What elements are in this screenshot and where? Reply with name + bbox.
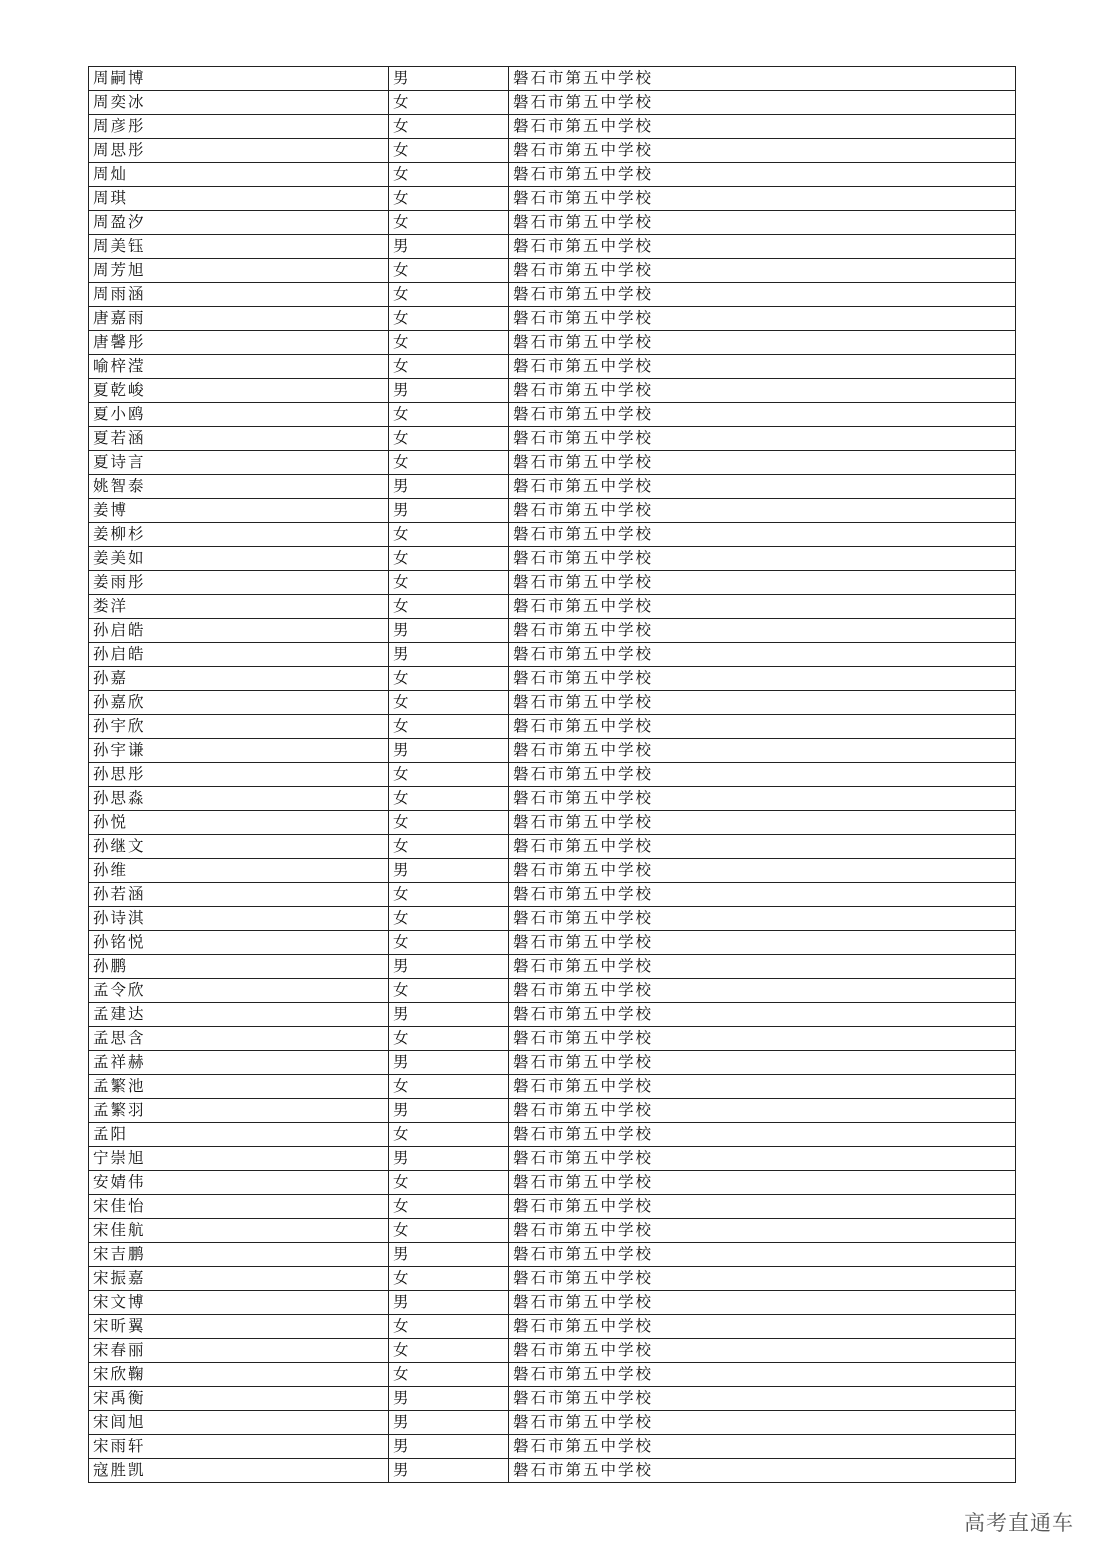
table-row [89,523,1016,547]
student-name-cell: 周雨涵 [89,283,389,307]
student-name-cell: 宋吉鹏 [89,1243,389,1267]
gender-cell: 女 [389,211,509,235]
school-cell: 磐石市第五中学校 [509,91,1016,115]
student-name-cell: 周琪 [89,187,389,211]
gender-cell: 女 [389,595,509,619]
school-cell: 磐石市第五中学校 [509,115,1016,139]
school-cell: 磐石市第五中学校 [509,1075,1016,1099]
student-name-cell: 姜博 [89,499,389,523]
school-cell: 磐石市第五中学校 [509,571,1016,595]
table-row [89,67,1016,91]
gender-cell: 女 [389,787,509,811]
school-cell: 磐石市第五中学校 [509,1171,1016,1195]
gender-cell: 女 [389,811,509,835]
student-name-cell: 周灿 [89,163,389,187]
gender-cell: 女 [389,115,509,139]
school-cell: 磐石市第五中学校 [509,619,1016,643]
school-cell: 磐石市第五中学校 [509,907,1016,931]
gender-cell: 女 [389,1339,509,1363]
student-name-cell: 姜雨彤 [89,571,389,595]
school-cell: 磐石市第五中学校 [509,235,1016,259]
school-cell: 磐石市第五中学校 [509,859,1016,883]
student-name-cell: 姜柳杉 [89,523,389,547]
gender-cell: 男 [389,475,509,499]
student-name-cell: 孟繁池 [89,1075,389,1099]
table-row [89,187,1016,211]
student-name-cell: 孙维 [89,859,389,883]
student-roster-table [88,66,1016,1483]
student-name-cell: 夏诗言 [89,451,389,475]
gender-cell: 女 [389,187,509,211]
school-cell: 磐石市第五中学校 [509,331,1016,355]
gender-cell: 女 [389,835,509,859]
student-name-cell: 孟建达 [89,1003,389,1027]
student-name-cell: 孙鹏 [89,955,389,979]
roster-body [89,67,1016,1483]
student-name-cell: 姜美如 [89,547,389,571]
table-row [89,1315,1016,1339]
gender-cell: 男 [389,1387,509,1411]
table-row [89,787,1016,811]
gender-cell: 女 [389,979,509,1003]
gender-cell: 女 [389,451,509,475]
school-cell: 磐石市第五中学校 [509,667,1016,691]
gender-cell: 女 [389,403,509,427]
gender-cell: 女 [389,427,509,451]
gender-cell: 女 [389,763,509,787]
student-name-cell: 宋闾旭 [89,1411,389,1435]
school-cell: 磐石市第五中学校 [509,835,1016,859]
table-row [89,595,1016,619]
table-row [89,403,1016,427]
gender-cell: 女 [389,307,509,331]
gender-cell: 男 [389,643,509,667]
gender-cell: 男 [389,619,509,643]
gender-cell: 男 [389,1291,509,1315]
gender-cell: 男 [389,1459,509,1483]
student-name-cell: 孙启皓 [89,643,389,667]
student-name-cell: 孟阳 [89,1123,389,1147]
school-cell: 磐石市第五中学校 [509,259,1016,283]
student-name-cell: 孙继文 [89,835,389,859]
student-name-cell: 孙嘉欣 [89,691,389,715]
table-row [89,1147,1016,1171]
school-cell: 磐石市第五中学校 [509,1147,1016,1171]
school-cell: 磐石市第五中学校 [509,355,1016,379]
school-cell: 磐石市第五中学校 [509,763,1016,787]
school-cell: 磐石市第五中学校 [509,979,1016,1003]
student-name-cell: 宋春丽 [89,1339,389,1363]
school-cell: 磐石市第五中学校 [509,283,1016,307]
table-row [89,691,1016,715]
student-name-cell: 安婧伟 [89,1171,389,1195]
gender-cell: 男 [389,1147,509,1171]
gender-cell: 女 [389,715,509,739]
school-cell: 磐石市第五中学校 [509,1027,1016,1051]
table-row [89,235,1016,259]
school-cell: 磐石市第五中学校 [509,163,1016,187]
student-name-cell: 宋文博 [89,1291,389,1315]
table-row [89,1291,1016,1315]
student-name-cell: 唐馨彤 [89,331,389,355]
school-cell: 磐石市第五中学校 [509,1339,1016,1363]
school-cell: 磐石市第五中学校 [509,1099,1016,1123]
gender-cell: 女 [389,1267,509,1291]
student-name-cell: 周芳旭 [89,259,389,283]
gender-cell: 女 [389,1123,509,1147]
table-row [89,1003,1016,1027]
table-row [89,835,1016,859]
table-row [89,1267,1016,1291]
table-row [89,979,1016,1003]
gender-cell: 女 [389,691,509,715]
gender-cell: 女 [389,907,509,931]
gender-cell: 女 [389,1363,509,1387]
table-row [89,1051,1016,1075]
student-name-cell: 周美钰 [89,235,389,259]
student-name-cell: 孙诗淇 [89,907,389,931]
table-row [89,763,1016,787]
gender-cell: 女 [389,1075,509,1099]
school-cell: 磐石市第五中学校 [509,595,1016,619]
gender-cell: 女 [389,1027,509,1051]
school-cell: 磐石市第五中学校 [509,475,1016,499]
table-row [89,619,1016,643]
student-name-cell: 姚智泰 [89,475,389,499]
student-name-cell: 周嗣博 [89,67,389,91]
gender-cell: 女 [389,1195,509,1219]
school-cell: 磐石市第五中学校 [509,1267,1016,1291]
school-cell: 磐石市第五中学校 [509,1195,1016,1219]
school-cell: 磐石市第五中学校 [509,1291,1016,1315]
school-cell: 磐石市第五中学校 [509,1363,1016,1387]
gender-cell: 男 [389,499,509,523]
school-cell: 磐石市第五中学校 [509,955,1016,979]
table-row [89,139,1016,163]
gender-cell: 男 [389,1099,509,1123]
school-cell: 磐石市第五中学校 [509,1411,1016,1435]
student-name-cell: 寇胜凯 [89,1459,389,1483]
student-name-cell: 孟令欣 [89,979,389,1003]
gender-cell: 男 [389,1243,509,1267]
gender-cell: 女 [389,163,509,187]
gender-cell: 女 [389,571,509,595]
gender-cell: 女 [389,91,509,115]
gender-cell: 男 [389,739,509,763]
school-cell: 磐石市第五中学校 [509,643,1016,667]
school-cell: 磐石市第五中学校 [509,1051,1016,1075]
gender-cell: 女 [389,355,509,379]
school-cell: 磐石市第五中学校 [509,403,1016,427]
table-row [89,163,1016,187]
school-cell: 磐石市第五中学校 [509,139,1016,163]
gender-cell: 男 [389,955,509,979]
table-row [89,1387,1016,1411]
gender-cell: 男 [389,1003,509,1027]
school-cell: 磐石市第五中学校 [509,523,1016,547]
student-name-cell: 喻梓滢 [89,355,389,379]
table-row [89,211,1016,235]
table-row [89,283,1016,307]
table-row [89,379,1016,403]
school-cell: 磐石市第五中学校 [509,307,1016,331]
student-name-cell: 孟繁羽 [89,1099,389,1123]
gender-cell: 男 [389,235,509,259]
table-row [89,883,1016,907]
table-row [89,427,1016,451]
school-cell: 磐石市第五中学校 [509,931,1016,955]
gender-cell: 女 [389,547,509,571]
gender-cell: 女 [389,667,509,691]
gender-cell: 女 [389,139,509,163]
student-name-cell: 宋佳怡 [89,1195,389,1219]
school-cell: 磐石市第五中学校 [509,1003,1016,1027]
school-cell: 磐石市第五中学校 [509,451,1016,475]
table-row [89,307,1016,331]
student-name-cell: 宋昕翼 [89,1315,389,1339]
table-row [89,1219,1016,1243]
school-cell: 磐石市第五中学校 [509,547,1016,571]
school-cell: 磐石市第五中学校 [509,211,1016,235]
table-row [89,907,1016,931]
student-name-cell: 夏乾峻 [89,379,389,403]
student-name-cell: 夏小鸥 [89,403,389,427]
school-cell: 磐石市第五中学校 [509,1387,1016,1411]
student-name-cell: 孙启皓 [89,619,389,643]
student-name-cell: 夏若涵 [89,427,389,451]
table-row [89,1123,1016,1147]
table-row [89,931,1016,955]
gender-cell: 男 [389,1411,509,1435]
table-row [89,451,1016,475]
table-row [89,115,1016,139]
school-cell: 磐石市第五中学校 [509,499,1016,523]
student-name-cell: 宋禹衡 [89,1387,389,1411]
table-row [89,1171,1016,1195]
student-name-cell: 周盈汐 [89,211,389,235]
student-name-cell: 周奕冰 [89,91,389,115]
table-row [89,1099,1016,1123]
table-row [89,1339,1016,1363]
table-row [89,1075,1016,1099]
student-name-cell: 宁崇旭 [89,1147,389,1171]
student-name-cell: 宋振嘉 [89,1267,389,1291]
table-row [89,1195,1016,1219]
table-row [89,1243,1016,1267]
school-cell: 磐石市第五中学校 [509,883,1016,907]
table-row [89,1363,1016,1387]
table-row [89,739,1016,763]
school-cell: 磐石市第五中学校 [509,787,1016,811]
student-name-cell: 孙宇欣 [89,715,389,739]
student-name-cell: 孙铭悦 [89,931,389,955]
table-row [89,571,1016,595]
student-name-cell: 周思彤 [89,139,389,163]
gender-cell: 男 [389,1051,509,1075]
school-cell: 磐石市第五中学校 [509,811,1016,835]
student-name-cell: 孙思彤 [89,763,389,787]
gender-cell: 女 [389,1315,509,1339]
school-cell: 磐石市第五中学校 [509,187,1016,211]
school-cell: 磐石市第五中学校 [509,67,1016,91]
student-name-cell: 孙嘉 [89,667,389,691]
school-cell: 磐石市第五中学校 [509,715,1016,739]
school-cell: 磐石市第五中学校 [509,1459,1016,1483]
student-name-cell: 宋欣鞠 [89,1363,389,1387]
table-row [89,1411,1016,1435]
school-cell: 磐石市第五中学校 [509,1243,1016,1267]
table-row [89,859,1016,883]
gender-cell: 女 [389,883,509,907]
gender-cell: 男 [389,1435,509,1459]
school-cell: 磐石市第五中学校 [509,1123,1016,1147]
table-row [89,355,1016,379]
gender-cell: 女 [389,259,509,283]
table-row [89,547,1016,571]
gender-cell: 男 [389,859,509,883]
table-row [89,715,1016,739]
student-name-cell: 孙若涵 [89,883,389,907]
student-name-cell: 孟祥赫 [89,1051,389,1075]
table-row [89,643,1016,667]
student-name-cell: 孙思淼 [89,787,389,811]
school-cell: 磐石市第五中学校 [509,1219,1016,1243]
gender-cell: 女 [389,283,509,307]
gender-cell: 女 [389,331,509,355]
school-cell: 磐石市第五中学校 [509,1435,1016,1459]
table-row [89,259,1016,283]
table-row [89,91,1016,115]
gender-cell: 男 [389,379,509,403]
table-row [89,1027,1016,1051]
student-name-cell: 宋佳航 [89,1219,389,1243]
student-name-cell: 周彦彤 [89,115,389,139]
student-name-cell: 孟思含 [89,1027,389,1051]
student-name-cell: 孙宇谦 [89,739,389,763]
school-cell: 磐石市第五中学校 [509,691,1016,715]
table-row [89,811,1016,835]
student-name-cell: 宋雨轩 [89,1435,389,1459]
table-row [89,331,1016,355]
student-name-cell: 娄洋 [89,595,389,619]
watermark-text: 高考直通车 [964,1511,1074,1535]
gender-cell: 女 [389,1171,509,1195]
school-cell: 磐石市第五中学校 [509,427,1016,451]
student-name-cell: 唐嘉雨 [89,307,389,331]
school-cell: 磐石市第五中学校 [509,379,1016,403]
gender-cell: 女 [389,523,509,547]
school-cell: 磐石市第五中学校 [509,1315,1016,1339]
table-row [89,1459,1016,1483]
table-row [89,475,1016,499]
table-row [89,499,1016,523]
table-row [89,667,1016,691]
table-row [89,955,1016,979]
student-name-cell: 孙悦 [89,811,389,835]
school-cell: 磐石市第五中学校 [509,739,1016,763]
gender-cell: 女 [389,1219,509,1243]
table-row [89,1435,1016,1459]
gender-cell: 女 [389,931,509,955]
gender-cell: 男 [389,67,509,91]
